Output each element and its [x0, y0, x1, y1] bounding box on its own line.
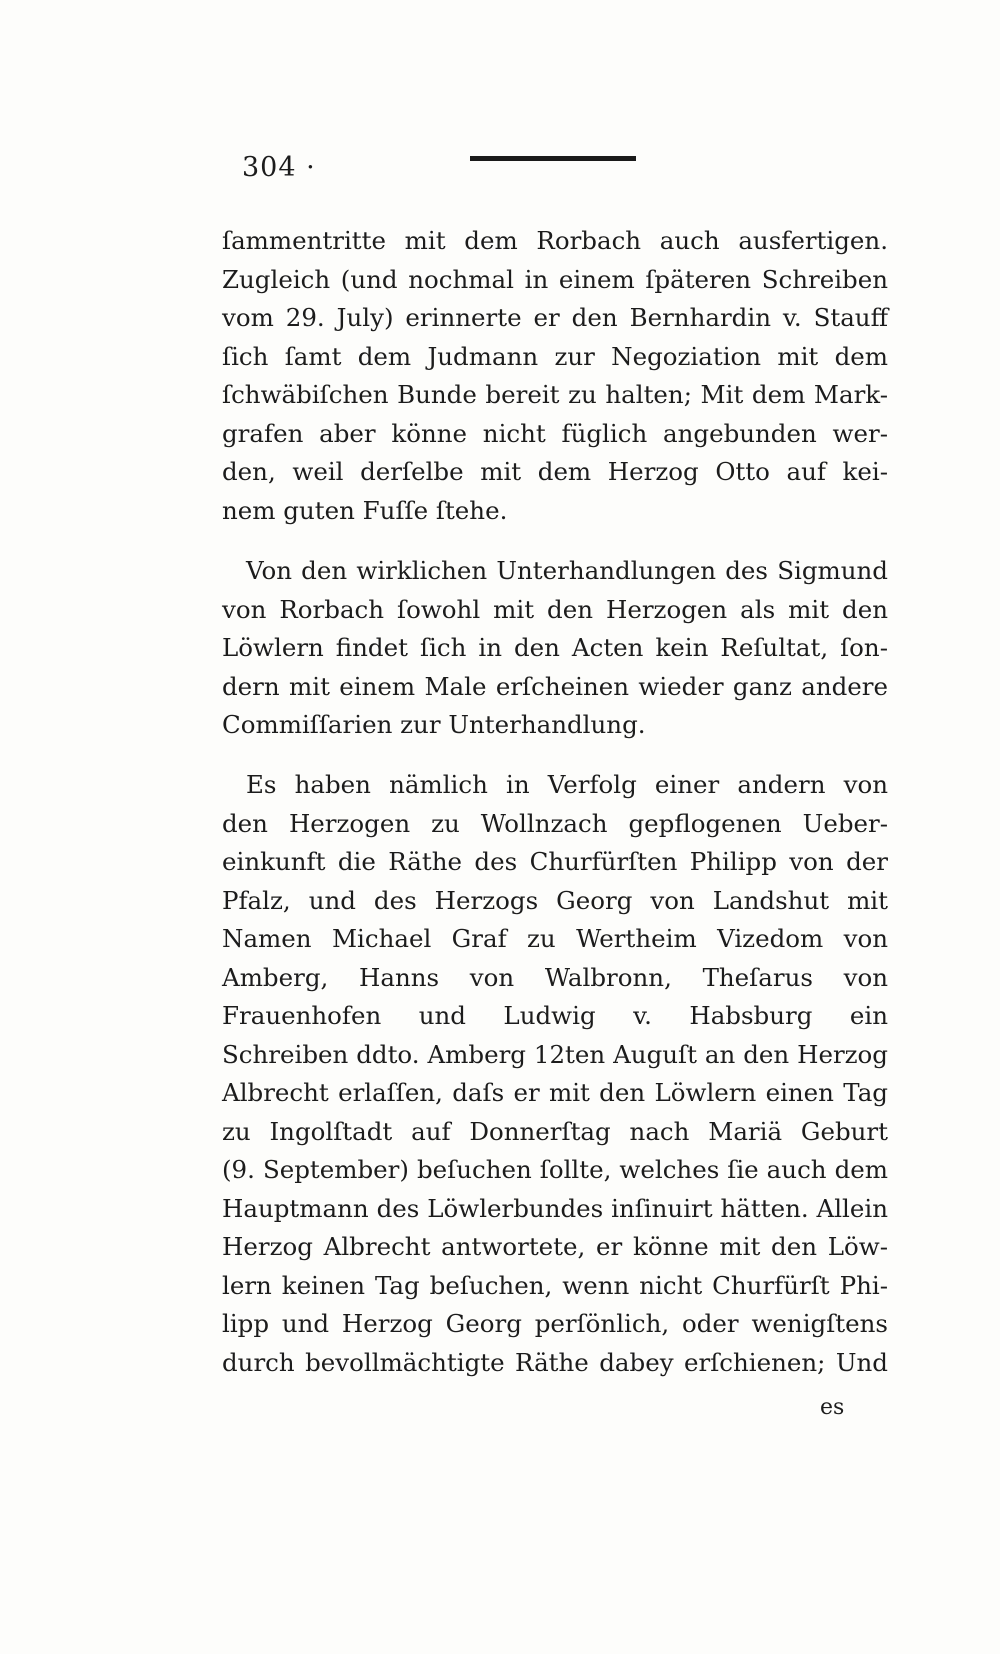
text-line: ſammentritte mit dem Rorbach auch ausfertigen.: [222, 226, 888, 255]
text-line: Commiſſarien zur Unterhandlung.: [222, 710, 646, 739]
text-line: (9. September) beſuchen ſollte, welches ſie auch dem: [222, 1155, 888, 1184]
paragraph-3: [222, 766, 888, 1382]
text-line: Von den wirklichen Unterhandlungen des Sigmund: [246, 556, 888, 585]
text-line: ſich ſamt dem Judmann zur Negoziation mit dem: [222, 341, 888, 371]
text-line: Namen Michael Graf zu Wertheim Vizedom von: [222, 924, 888, 953]
header-rule: [470, 156, 636, 161]
paragraph-2: [222, 552, 888, 745]
text-line: zu Ingolſtadt auf Donnerſtag nach Mariä Geburt: [222, 1116, 888, 1146]
text-line: einkunft die Räthe des Churfürſten Philipp von der: [222, 847, 888, 876]
text-line: dern mit einem Male erſcheinen wieder ganz andere: [222, 671, 888, 701]
paragraph-1: [222, 222, 888, 530]
page-number: 304 ·: [242, 152, 316, 183]
text-line: lern keinen Tag beſuchen, wenn nicht Churfürſt Phi-: [222, 1270, 888, 1300]
text-line: Zugleich (und nochmal in einem ſpäteren Schreiben: [222, 264, 888, 294]
text-line: Albrecht erlaſſen, daſs er mit den Löwlern einen Tag: [222, 1078, 888, 1107]
text-line: Amberg, Hanns von Walbronn, Theſarus von: [222, 962, 888, 992]
text-line: Frauenhofen und Ludwig v. Habsburg ein: [222, 1001, 888, 1030]
catchword: es: [820, 1395, 845, 1420]
text-line: Herzog Albrecht antwortete, er könne mit den Löw-: [222, 1232, 888, 1261]
text-line: den Herzogen zu Wollnzach gepflogenen Ueber-: [222, 808, 888, 838]
text-line: Es haben nämlich in Verfolg einer andern von: [246, 770, 888, 799]
text-line: nem guten Fuſſe ſtehe.: [222, 495, 508, 525]
text-line: grafen aber könne nicht füglich angebunden wer-: [222, 418, 888, 448]
text-line: vom 29. July) erinnerte er den Bernhardin v. Stauff: [222, 303, 888, 332]
text-line: Hauptmann des Löwlerbundes inſinuirt hätten. Allein: [222, 1193, 888, 1223]
text-line: von Rorbach ſowohl mit den Herzogen als mit den: [222, 594, 888, 624]
text-line: Löwlern findet ſich in den Acten kein Reſultat, ſon-: [222, 633, 888, 662]
text-line: den, weil derſelbe mit dem Herzog Otto auf kei-: [222, 457, 888, 486]
text-line: durch bevollmächtigte Räthe dabey erſchienen; Und: [222, 1347, 888, 1377]
text-line: ſchwäbiſchen Bunde bereit zu halten; Mit dem Mark-: [222, 380, 888, 409]
text-line: Pfalz, und des Herzogs Georg von Landshut mit: [222, 885, 888, 915]
text-line: lipp und Herzog Georg perſönlich, oder wenigſtens: [222, 1309, 888, 1338]
text-line: Schreiben ddto. Amberg 12ten Auguſt an den Herzog: [222, 1039, 888, 1069]
